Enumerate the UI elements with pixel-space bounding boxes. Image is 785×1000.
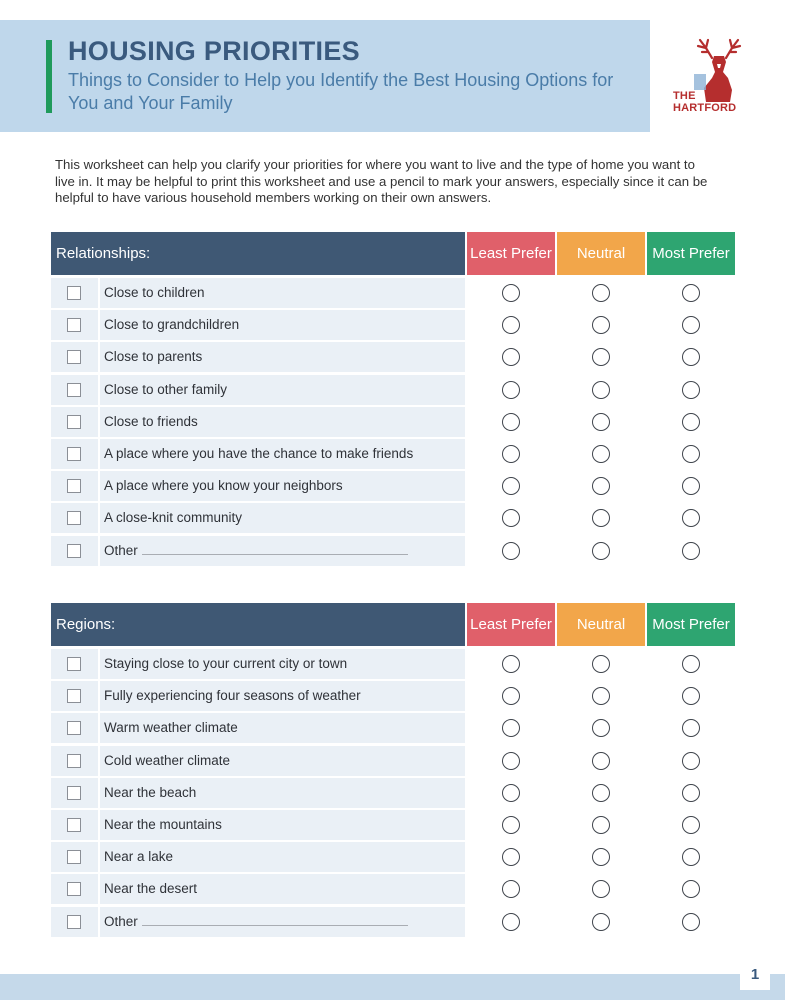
footer-band: [0, 974, 785, 1000]
item-label-cell: [100, 503, 465, 533]
radio-least-prefer[interactable]: [502, 284, 520, 302]
radio-most-prefer[interactable]: [682, 542, 700, 560]
radio-neutral[interactable]: [592, 848, 610, 866]
checkbox-cell: [51, 439, 98, 469]
radio-least-prefer[interactable]: [502, 848, 520, 866]
page-title: HOUSING PRIORITIES: [68, 36, 360, 66]
item-label: A close-knit community: [104, 510, 243, 526]
section-header: [51, 232, 737, 275]
list-item: [51, 471, 737, 501]
item-checkbox[interactable]: [67, 754, 81, 768]
item-label: Close to friends: [104, 413, 198, 429]
section-regions: [51, 603, 737, 939]
item-label-cell: [100, 713, 465, 743]
item-list: [51, 278, 737, 566]
item-label: Staying close to your current city or town: [104, 656, 348, 671]
radio-most-prefer[interactable]: [682, 381, 700, 399]
item-label-cell: [100, 407, 465, 437]
item-label: Fully experiencing four seasons of weather: [104, 688, 361, 704]
item-checkbox[interactable]: [67, 350, 81, 364]
item-checkbox[interactable]: [67, 415, 81, 429]
accent-bar: [46, 40, 52, 113]
item-label-cell: [100, 536, 465, 566]
checkbox-cell: [51, 874, 98, 904]
radio-neutral[interactable]: [592, 655, 610, 673]
item-label: Close to grandchildren: [104, 317, 240, 333]
page-subtitle: Things to Consider to Help you Identify the Best Housing Options for You and Your Family: [68, 70, 614, 113]
item-checkbox[interactable]: [67, 786, 81, 800]
hartford-logo: [668, 38, 758, 120]
item-label-cell: [100, 278, 465, 308]
checkbox-cell: [51, 778, 98, 808]
item-label-cell: [100, 842, 465, 872]
item-checkbox[interactable]: [67, 383, 81, 397]
list-item: [51, 649, 737, 679]
page-number: 1: [740, 964, 770, 990]
checkbox-cell: [51, 278, 98, 308]
item-label-cell: [100, 649, 465, 679]
item-checkbox[interactable]: [67, 882, 81, 896]
radio-least-prefer[interactable]: [502, 542, 520, 560]
item-checkbox[interactable]: [67, 721, 81, 735]
item-checkbox[interactable]: [67, 479, 81, 493]
radio-most-prefer[interactable]: [682, 816, 700, 834]
checkbox-cell: [51, 713, 98, 743]
list-item: [51, 278, 737, 308]
checkbox-cell: [51, 536, 98, 566]
radio-least-prefer[interactable]: [502, 509, 520, 527]
item-label-cell: [100, 778, 465, 808]
radio-most-prefer[interactable]: [682, 445, 700, 463]
item-label-cell: [100, 471, 465, 501]
item-label-cell: [100, 681, 465, 711]
checkbox-cell: [51, 471, 98, 501]
item-label-cell: [100, 439, 465, 469]
radio-neutral[interactable]: [592, 316, 610, 334]
checkbox-cell: [51, 907, 98, 937]
item-label-cell: [100, 310, 465, 340]
item-label-cell: [100, 375, 465, 405]
radio-most-prefer[interactable]: [682, 284, 700, 302]
logo-text-hartford: HARTFORD: [673, 102, 737, 114]
radio-most-prefer[interactable]: [682, 848, 700, 866]
checkbox-cell: [51, 407, 98, 437]
checkbox-cell: [51, 649, 98, 679]
item-list: [51, 649, 737, 937]
radio-neutral[interactable]: [592, 284, 610, 302]
header-banner: [0, 20, 650, 132]
checkbox-cell: [51, 342, 98, 372]
radio-most-prefer[interactable]: [682, 509, 700, 527]
checkbox-cell: [51, 681, 98, 711]
radio-least-prefer[interactable]: [502, 719, 520, 737]
checkbox-cell: [51, 746, 98, 776]
write-in-line[interactable]: [142, 547, 408, 555]
radio-least-prefer[interactable]: [502, 348, 520, 366]
section-header: [51, 603, 737, 646]
list-item: [51, 375, 737, 405]
item-label: Close to children: [104, 285, 205, 300]
radio-neutral[interactable]: [592, 752, 610, 770]
section-title: Regions:: [51, 603, 465, 646]
list-item: [51, 503, 737, 533]
radio-least-prefer[interactable]: [502, 316, 520, 334]
column-least-prefer: Least Prefer: [467, 232, 555, 275]
radio-neutral[interactable]: [592, 687, 610, 705]
write-in-line[interactable]: [142, 918, 408, 926]
column-neutral: Neutral: [557, 232, 645, 275]
item-checkbox[interactable]: [67, 689, 81, 703]
radio-neutral[interactable]: [592, 445, 610, 463]
radio-neutral[interactable]: [592, 913, 610, 931]
radio-neutral[interactable]: [592, 477, 610, 495]
radio-neutral[interactable]: [592, 413, 610, 431]
list-item: [51, 874, 737, 904]
radio-most-prefer[interactable]: [682, 687, 700, 705]
radio-least-prefer[interactable]: [502, 477, 520, 495]
radio-most-prefer[interactable]: [682, 880, 700, 898]
radio-neutral[interactable]: [592, 880, 610, 898]
checkbox-cell: [51, 842, 98, 872]
list-item: [51, 907, 737, 937]
column-least-prefer: Least Prefer: [467, 603, 555, 646]
list-item: [51, 810, 737, 840]
radio-most-prefer[interactable]: [682, 784, 700, 802]
list-item: [51, 310, 737, 340]
radio-least-prefer[interactable]: [502, 880, 520, 898]
list-item: [51, 713, 737, 743]
radio-neutral[interactable]: [592, 348, 610, 366]
radio-neutral[interactable]: [592, 381, 610, 399]
radio-least-prefer[interactable]: [502, 655, 520, 673]
radio-least-prefer[interactable]: [502, 784, 520, 802]
item-label: A place where you know your neighbors: [104, 478, 343, 494]
item-label: Close to parents: [104, 349, 203, 365]
radio-least-prefer[interactable]: [502, 816, 520, 834]
item-checkbox[interactable]: [67, 286, 81, 300]
item-label: Other: [104, 542, 138, 558]
section-relationships: [51, 232, 737, 568]
item-label: Other: [104, 913, 138, 929]
item-label: Near the mountains: [104, 816, 222, 832]
list-item: [51, 439, 737, 469]
list-item: [51, 842, 737, 872]
radio-most-prefer[interactable]: [682, 477, 700, 495]
item-checkbox[interactable]: [67, 511, 81, 525]
item-label-cell: [100, 874, 465, 904]
radio-least-prefer[interactable]: [502, 913, 520, 931]
radio-least-prefer[interactable]: [502, 445, 520, 463]
radio-most-prefer[interactable]: [682, 913, 700, 931]
intro-paragraph: This worksheet can help you clarify your priorities for where you want to live and the type of home you want to live in. It may be helpful to print this worksheet and use a pencil to mark your answers, especially since it can be helpful to have various household members working on their own answers.: [55, 157, 708, 205]
item-checkbox[interactable]: [67, 544, 81, 558]
item-checkbox[interactable]: [67, 915, 81, 929]
item-label: Cold weather climate: [104, 752, 231, 768]
radio-neutral[interactable]: [592, 542, 610, 560]
column-most-prefer: Most Prefer: [647, 232, 735, 275]
checkbox-cell: [51, 375, 98, 405]
radio-neutral[interactable]: [592, 816, 610, 834]
item-checkbox[interactable]: [67, 447, 81, 461]
radio-most-prefer[interactable]: [682, 348, 700, 366]
item-checkbox[interactable]: [67, 318, 81, 332]
list-item: [51, 407, 737, 437]
item-label-cell: [100, 810, 465, 840]
list-item: [51, 746, 737, 776]
radio-least-prefer[interactable]: [502, 687, 520, 705]
list-item: [51, 681, 737, 711]
item-label-cell: [100, 746, 465, 776]
radio-least-prefer[interactable]: [502, 752, 520, 770]
column-neutral: Neutral: [557, 603, 645, 646]
item-label: Near the beach: [104, 784, 197, 800]
item-checkbox[interactable]: [67, 818, 81, 832]
radio-neutral[interactable]: [592, 784, 610, 802]
radio-least-prefer[interactable]: [502, 381, 520, 399]
section-title: Relationships:: [51, 232, 465, 275]
list-item: [51, 536, 737, 566]
list-item: [51, 778, 737, 808]
radio-most-prefer[interactable]: [682, 719, 700, 737]
item-label: Close to other family: [104, 381, 228, 397]
radio-most-prefer[interactable]: [682, 655, 700, 673]
item-label-cell: [100, 342, 465, 372]
radio-least-prefer[interactable]: [502, 413, 520, 431]
item-label: Near the desert: [104, 881, 198, 897]
radio-most-prefer[interactable]: [682, 316, 700, 334]
logo-text-the: THE: [673, 90, 696, 102]
radio-neutral[interactable]: [592, 509, 610, 527]
item-label: A place where you have the chance to make friends: [104, 445, 414, 461]
item-label: Near a lake: [104, 849, 174, 865]
item-label: Warm weather climate: [104, 720, 238, 736]
radio-most-prefer[interactable]: [682, 413, 700, 431]
stag-icon: [692, 38, 750, 102]
item-label-cell: [100, 907, 465, 937]
radio-most-prefer[interactable]: [682, 752, 700, 770]
list-item: [51, 342, 737, 372]
checkbox-cell: [51, 503, 98, 533]
item-checkbox[interactable]: [67, 657, 81, 671]
item-checkbox[interactable]: [67, 850, 81, 864]
column-most-prefer: Most Prefer: [647, 603, 735, 646]
radio-neutral[interactable]: [592, 719, 610, 737]
checkbox-cell: [51, 810, 98, 840]
checkbox-cell: [51, 310, 98, 340]
